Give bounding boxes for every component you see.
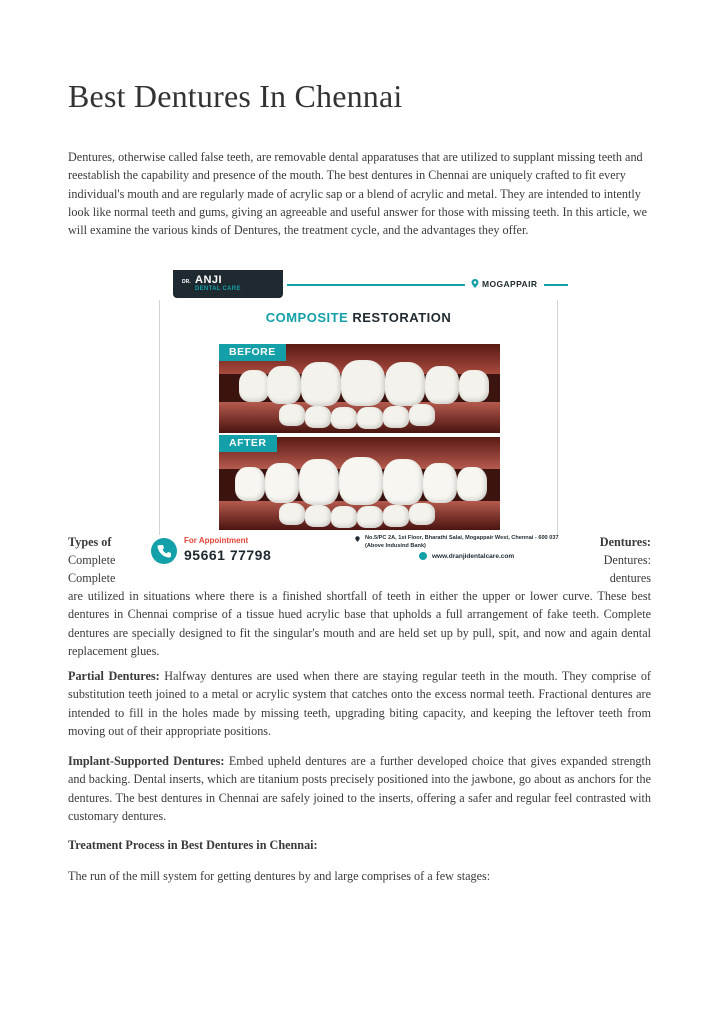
- types-heading-left: Types of: [68, 535, 112, 549]
- location-pin-icon: [471, 279, 479, 288]
- logo-dr-text: DR.: [182, 279, 191, 285]
- globe-icon: [419, 552, 427, 560]
- heading-accent: COMPOSITE: [265, 310, 349, 325]
- logo-name-text: ANJI: [195, 274, 223, 286]
- appointment-label: For Appointment: [184, 536, 249, 545]
- left-border: [159, 300, 160, 535]
- complete-dentures-paragraph: are utilized in situations where there is a finished shortfall of teeth in either the upper or lower curve. These best dentures in Chennai comprise of a tissue hued acrylic base that upholds a full arrangement of fake teeth. Complete dentures are specially designed to fit the singular's mouth and are held set up by pull, spit, and now and again dental replacement glues.: [68, 589, 651, 658]
- partial-dentures-paragraph: [68, 667, 651, 740]
- header-divider-right: [544, 284, 568, 286]
- partial-dentures-label: Partial Dentures:: [68, 669, 160, 683]
- complete-right-2: dentures: [609, 571, 651, 585]
- address-pin-icon: [355, 536, 360, 542]
- after-label: AFTER: [219, 435, 277, 452]
- phone-icon: [151, 538, 177, 564]
- heading-main: RESTORATION: [352, 310, 452, 325]
- complete-right: Dentures:: [603, 553, 651, 567]
- flyer-heading: [137, 310, 580, 325]
- complete-left-2: Complete: [68, 571, 116, 585]
- right-border: [557, 300, 558, 535]
- implant-dentures-label: Implant-Supported Dentures:: [68, 754, 225, 768]
- partial-dentures-text: Halfway dentures are used when there are staying regular teeth in the mouth. They comprise of substitution teeth joined to a metal or acrylic system that catches onto the excess normal teeth. Fractional dentures are intended to fill in the holes made by missing teeth, upgrading biting capacity, and keeping the leftover teeth from moving out of their appropriate positions.: [68, 669, 651, 738]
- clinic-address: No.5/PC 2A, 1st Floor, Bharathi Salai, Mogappair West, Chennai - 600 037 (Above Indusind Bank): [365, 535, 559, 549]
- clinic-website: www.dranjidentalcare.com: [432, 553, 515, 560]
- clinic-flyer-image: [137, 270, 580, 571]
- complete-left: Complete: [68, 553, 116, 567]
- appointment-phone-number: 95661 77798: [184, 547, 272, 563]
- before-label: BEFORE: [219, 344, 286, 361]
- logo-subtitle-text: DENTAL CARE: [195, 286, 241, 292]
- treatment-heading: Treatment Process in Best Dentures in Chennai:: [68, 838, 318, 852]
- implant-dentures-text: Embed upheld dentures are a further developed choice that gives expanded strength and backing. Dental inserts, which are titanium posts precisely positioned into the jawbone, go about as anchors for the dentures. The best dentures in Chennai are safely joined to the inserts, offering a safer and regular feel contrasted with customary dentures.: [68, 754, 651, 823]
- implant-dentures-paragraph: [68, 752, 651, 825]
- flyer-footer: [137, 532, 580, 571]
- treatment-intro: The run of the mill system for getting dentures by and large comprises of a few stages:: [68, 869, 491, 883]
- header-divider: [287, 284, 465, 286]
- page-title: Best Dentures In Chennai: [68, 78, 403, 114]
- types-heading-right: Dentures:: [599, 535, 651, 549]
- flyer-header: [137, 270, 580, 300]
- location-text: MOGAPPAIR: [482, 279, 538, 289]
- intro-paragraph: Dentures, otherwise called false teeth, are removable dental apparatuses that are utilized to supplant missing teeth and reestablish the capability and presence of the mouth. The best dentures in Chennai are uniquely crafted to fit every individual's mouth and are regularly made of acrylic sap or a blend of acrylic and metal. They are intended to intently look like normal teeth and gums, giving an agreeable and useful answer for those with missing teeth. In this article, we will examine the various kinds of Dentures, the treatment cycle, and the advantages they offer.: [68, 150, 648, 238]
